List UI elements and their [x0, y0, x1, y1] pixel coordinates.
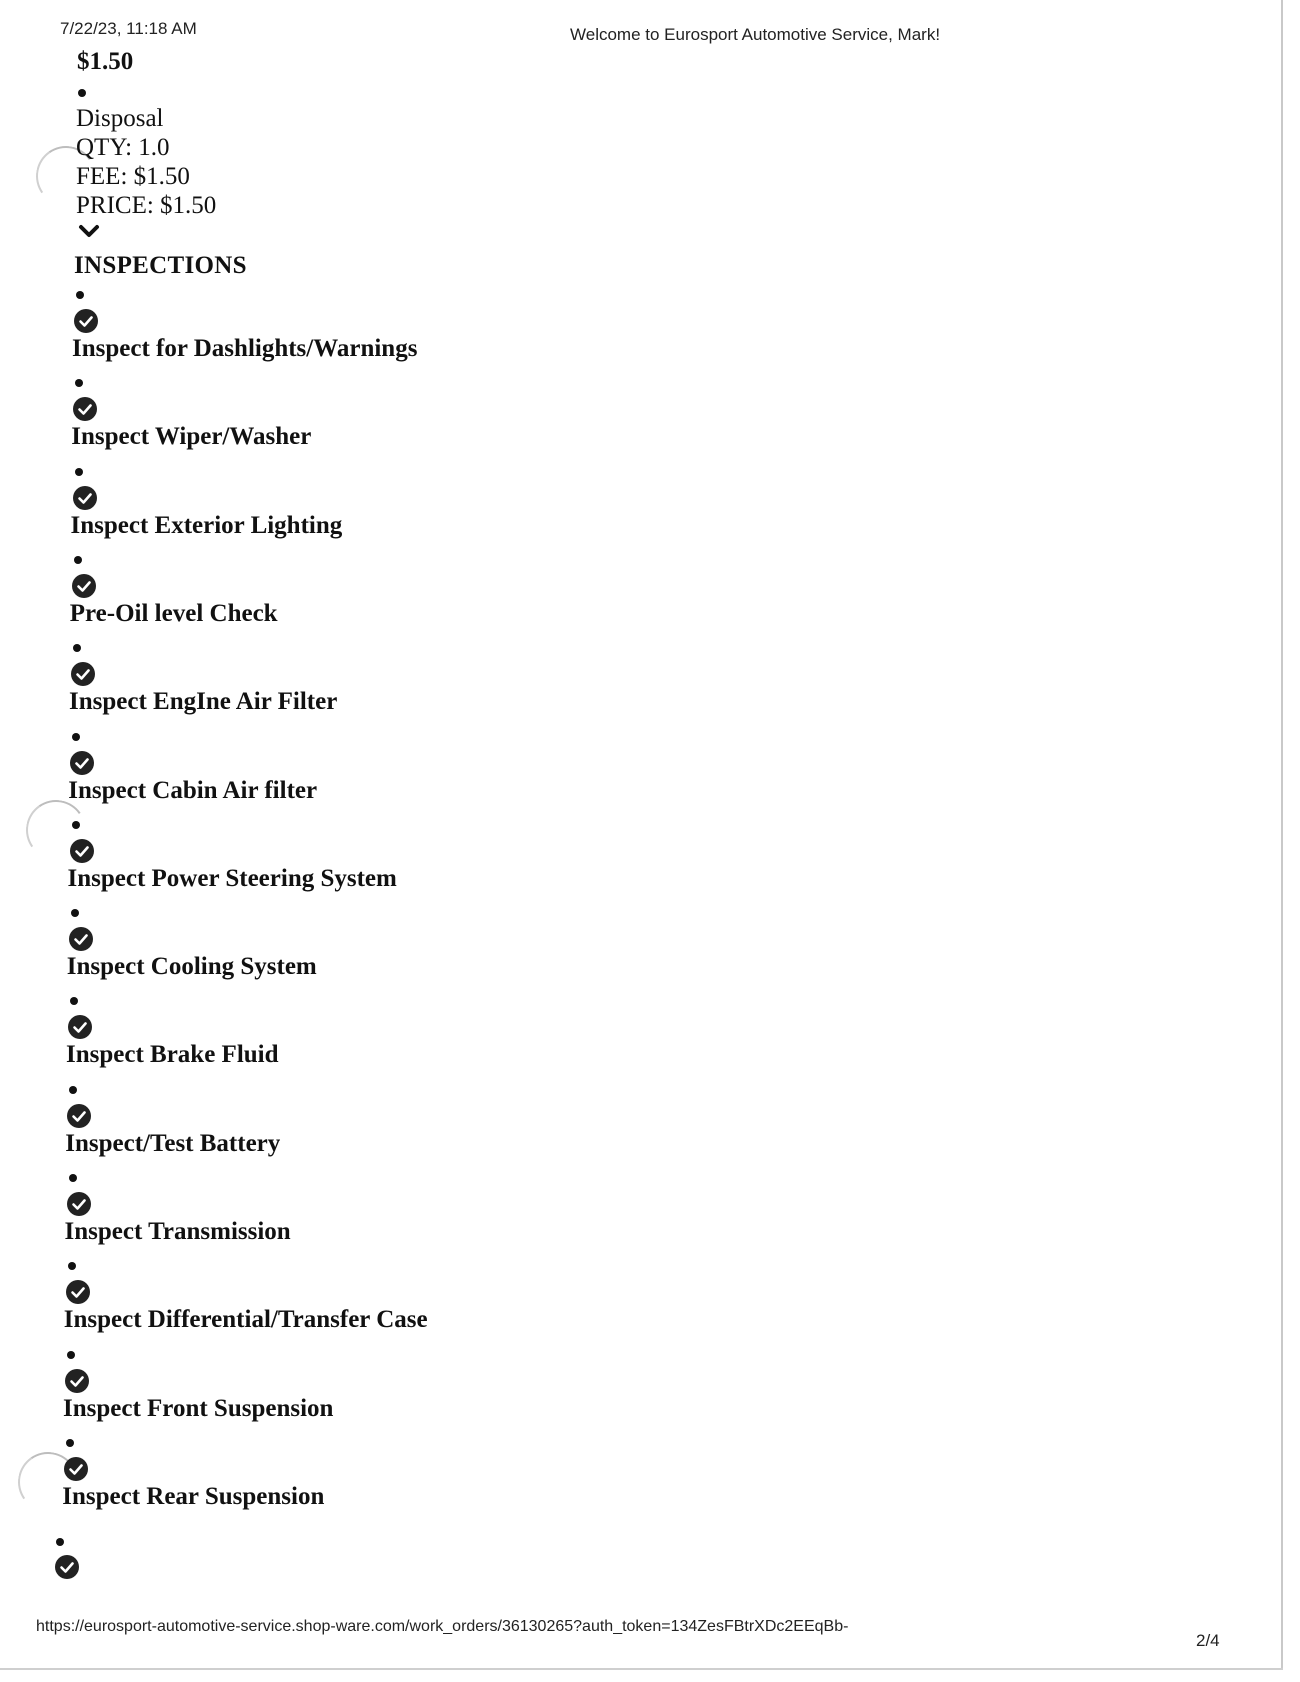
inspection-item — [0, 1439, 600, 1527]
inspection-item — [0, 644, 600, 732]
bullet-icon — [66, 1439, 74, 1447]
line-item-qty: QTY: 1.0 — [76, 134, 170, 161]
check-circle-icon — [66, 1280, 90, 1304]
bullet-icon — [73, 644, 81, 652]
line-item-details — [76, 104, 216, 220]
line-item-name: Disposal — [76, 105, 164, 132]
line-item-fee: FEE: $1.50 — [76, 163, 190, 190]
inspection-item — [0, 821, 600, 909]
check-circle-icon — [71, 662, 95, 686]
check-circle-icon — [69, 927, 93, 951]
check-circle-icon — [73, 397, 97, 421]
inspection-item-label: Inspect Front Suspension — [63, 1394, 334, 1422]
inspection-item — [0, 1262, 600, 1350]
inspection-item-label: Pre-Oil level Check — [69, 599, 278, 627]
inspection-item — [0, 556, 600, 644]
inspection-item — [0, 468, 600, 556]
inspection-item-label: Inspect Cooling System — [66, 953, 317, 981]
page-title: Welcome to Eurosport Automotive Service, Mark! — [570, 25, 941, 44]
check-circle-icon — [72, 574, 96, 598]
line-item-price: PRICE: $1.50 — [76, 192, 217, 219]
bullet-icon — [72, 733, 80, 741]
bullet-icon — [75, 468, 83, 476]
check-circle-icon — [67, 1192, 91, 1216]
page-edge-right — [1281, 0, 1283, 1670]
bullet-icon — [70, 997, 78, 1005]
bullet-icon — [68, 1262, 76, 1270]
bullet-icon — [69, 1086, 77, 1094]
inspection-item-label: Inspect Wiper/Washer — [71, 423, 312, 451]
inspection-item — [0, 1086, 600, 1174]
inspection-item — [0, 291, 600, 379]
inspection-item-label: Inspect Power Steering System — [67, 864, 397, 892]
bullet-icon — [69, 1174, 77, 1182]
line-item-total-price: $1.50 — [77, 48, 134, 75]
inspection-item — [0, 1351, 600, 1439]
check-circle-icon — [74, 309, 98, 333]
check-circle-icon — [68, 1015, 92, 1039]
inspection-item-label: Inspect Exterior Lighting — [70, 511, 343, 539]
inspection-item-label: Inspect EngIne Air Filter — [69, 688, 338, 716]
page-number: 2/4 — [1196, 1631, 1220, 1650]
check-circle-icon — [65, 1369, 89, 1393]
inspection-item-label: Inspect Cabin Air filter — [68, 776, 318, 804]
bullet-icon — [72, 821, 80, 829]
inspection-item-label: Inspect Brake Fluid — [66, 1041, 279, 1069]
chevron-down-icon[interactable] — [78, 224, 100, 238]
check-circle-icon — [73, 486, 97, 510]
check-circle-icon — [70, 839, 94, 863]
inspection-item — [0, 909, 600, 997]
inspection-item — [0, 733, 600, 821]
check-circle-icon — [64, 1457, 88, 1481]
check-circle-icon — [70, 751, 94, 775]
footer-url: https://eurosport-automotive-service.shop-ware.com/work_orders/36130265?auth_token=134ZesFBtrXDc2EEqBb- — [36, 1618, 849, 1635]
bullet-icon — [71, 909, 79, 917]
inspection-item — [0, 997, 600, 1085]
check-circle-icon — [67, 1104, 91, 1128]
inspection-item-label: Inspect/Test Battery — [65, 1129, 281, 1157]
bullet-icon — [56, 1538, 64, 1546]
bullet-icon — [76, 291, 84, 299]
inspection-item — [0, 379, 600, 467]
bullet-icon — [75, 379, 83, 387]
bullet-icon — [74, 556, 82, 564]
inspection-item — [0, 1174, 600, 1262]
inspection-item-label: Inspect Differential/Transfer Case — [63, 1306, 428, 1334]
inspections-heading: INSPECTIONS — [74, 252, 247, 279]
bullet-icon — [67, 1351, 75, 1359]
bullet-icon — [78, 89, 86, 97]
inspection-item-label: Inspect Transmission — [64, 1218, 291, 1245]
page-edge-bottom — [0, 1668, 1283, 1670]
print-datetime: 7/22/23, 11:18 AM — [60, 19, 197, 38]
inspection-item-label: Inspect Rear Suspension — [62, 1482, 325, 1510]
check-circle-icon — [55, 1555, 79, 1579]
inspection-item-label: Inspect for Dashlights/Warnings — [72, 335, 418, 362]
